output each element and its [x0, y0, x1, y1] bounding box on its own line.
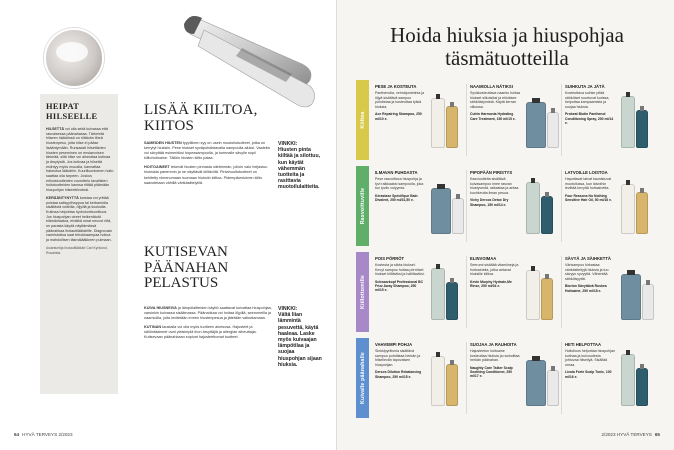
- product-row: [356, 166, 656, 246]
- product-heading: HETI HELPOTTAA: [565, 342, 601, 347]
- product-source: Dercos Dilution Rebalancing Shampoo, 250 ml/15 e.: [375, 370, 422, 379]
- bottle-shape: [621, 184, 635, 234]
- product-bottle-image: [429, 262, 463, 324]
- section-heading-itch: KUTISEVAN PÄÄNAHAN PELASTUS: [144, 244, 229, 291]
- category-tag: Kiillottomille: [356, 252, 369, 332]
- product-heading: SUIHKUTA JA JÄTÄ: [565, 84, 605, 89]
- bottle-shape: [431, 268, 445, 320]
- product-card: [466, 252, 564, 332]
- product-description: Syväkosteuttava naamio hoitaa hiukset silkoisiksi ja ehkäisee sähköistymistä. Käytä kerran viikossa.: [470, 91, 520, 109]
- product-card: [561, 166, 659, 246]
- product-description: Pese rasvoittuva hiuspohja ja tyvi raikkaaksi sampoolla, joka tuo tyviin volyymia.: [375, 177, 424, 191]
- product-source: Four Reasons No Nothing Sensitive Hair Oil, 50 ml/16 e.: [565, 193, 612, 203]
- bottle-shape: [431, 98, 445, 148]
- bottle-shape: [431, 188, 451, 234]
- product-heading: ILMAVAN PUHDASTA: [375, 170, 418, 175]
- category-tag: Kuivalle päänahalle: [356, 338, 369, 418]
- product-card: [561, 80, 659, 160]
- product-heading: NAAMIOLLA NÄTIKSI: [470, 84, 513, 89]
- page-title: Hoida hiuksia ja hiuspohjaa täsmätuotteilla: [390, 23, 624, 70]
- page-folio-right: 2/2023 HYVÄ TERVEYS 65: [601, 432, 660, 437]
- product-source: Kevin Murphy Hydrate-Me Rinse, 250 ml/34 e.: [470, 279, 512, 289]
- product-bottle-image: [619, 90, 653, 152]
- dandruff-sidebar: [40, 94, 118, 394]
- bottle-shape: [526, 182, 540, 234]
- product-card: [371, 338, 469, 418]
- product-description: Panthenolia, vehnäproteiinia ja öljyä sisältävä sampoo puhdistaa ja kosteuttaa tylsiä hiuksia.: [375, 91, 425, 109]
- product-source: Biorion Sävyttävä Ruskea Hoitoaine, 250 ml/18 e.: [565, 284, 607, 293]
- product-heading: VAHVEMPI POHJA: [375, 342, 413, 347]
- bottle-shape: [452, 198, 464, 234]
- product-card: [466, 166, 564, 246]
- product-description: Seerumi sisältää vitamiineja ja hoitoaineita, jotka antavat hiuksille kiiltoa.: [470, 263, 519, 277]
- product-description: Sinkkipyritionia sisältävä sampoo puhdistaa herkän ja hilseilevän tapovaisen hiuspohjan.: [375, 349, 421, 367]
- hair-wash-photo: [44, 28, 104, 88]
- bottle-shape: [636, 192, 648, 234]
- product-description: Värisampoo kirkastaa värikäsiteltyjä hiuksia ja tuo sävyyn syvyyttä. Vähentää sähköisyyttä.: [565, 263, 609, 281]
- product-source: Probeat Biotin Panthenol Conditioning Spray, 200 ml/14 e.: [565, 112, 614, 125]
- product-bottle-image: [524, 348, 558, 410]
- page-folio-left: 64 HYVÄ TERVEYS 2/2023: [14, 432, 73, 437]
- product-source: Cutrin Harmonia Hydrating Care Treatment, 150 ml/15 e.: [470, 112, 516, 121]
- product-heading: PIPOPÄÄN PIRISTYS: [470, 170, 513, 175]
- product-description: Hoitoliuos helpottaa hiuspohjan kutinaa ja kuivuudesta johtuvaa hilseilyä. Sisältää ureaa.: [565, 349, 615, 367]
- bottle-shape: [541, 196, 553, 234]
- bottle-shape: [431, 356, 445, 406]
- product-description: Kosteuta ja silota hiukset. Kevyt sampoo hoitaa pörröiset hiukset kiiltäviksi ja hallittaviksi.: [375, 263, 425, 277]
- product-card: [561, 338, 659, 418]
- product-heading: POIS PÖRRÖT: [375, 256, 405, 261]
- product-bottle-image: [429, 176, 463, 238]
- bottle-shape: [621, 354, 635, 406]
- product-bottle-image: [524, 90, 558, 152]
- bottle-shape: [526, 102, 546, 148]
- product-card: [371, 166, 469, 246]
- bottle-shape: [547, 112, 559, 148]
- bottle-shape: [526, 360, 546, 406]
- product-description: Kosteuttava suihke pitää sähköiset suortuvat kurissa, helpottaa kampaamista ja suojaa hiuksia.: [565, 91, 610, 109]
- bottle-shape: [621, 96, 635, 148]
- bottle-shape: [446, 364, 458, 406]
- section-body-shine: SAMEIDEN HIUSTEN tyypillinen syy on usein muotoilutuotteet, jotka on kerrytyt hiuksiin. Pese hiukset syväpuhdistavalla sampoolla aluksi. Vaaleita voi sävyttää esimerkiksi hopeasampoolla, ja tummalle sävylle sopii kiiltohoitoaine. Tällöin hiusten kiilto palaa. HOITOAINEET tekevät hiusten pinnasta sileämmän, jolloin valo heijastuu hiuksista paremmin ja ne näyttävät kiiltäviltä. Pintahuoltotuotteet on kehitetty nimenomaan tuomaan hiuksiin kiiltoa. Pidempikestoinen kiilto saavutetaan vähillä värikäsittelyillä.: [144, 141, 270, 185]
- bottle-shape: [636, 368, 648, 406]
- tip-box-itch: VINKKI: Vältä liian lämmintä pesuvettä, käytä haaleaa. Laske myös kuivaajan lämpötilaa ja suojaa hiuspohjan sijaan hiuksia.: [278, 306, 322, 368]
- product-source: Ace Repairing Shampoo, 250 ml/10 e.: [375, 112, 422, 121]
- product-bottle-image: [524, 262, 558, 324]
- sidebar-text: HILSETTÄ voi olla sekä kuivassa että rasvaisessa päänahassa. Tärkeintä hilseen häädössä on riittävän tiheä hiustenpesu, jotta hilse ei pääse lisääntymään. Runsaasti hilsettävien hiusten peseminen on ensiarvoisen tärkeää, sillä hilse voi aiheuttaa kutinaa ja ärsytystä. Jos kutinaa ja hilsettä esiintyy myös muualla, kannattaa hakeutua lääkäriin. Kuurilluontoinen hoito saattaa olla tarpeen. Joskus erikoistuotteiden vuorottelu tavallisten hoitotuotteiden kanssa riittää pitämään hiuspohjan hilseettömänä. KERÄÄNTYNYTTÄ karstaa voi yrittää poistaa salisyylihappoa tai kerbamidia sisältäviä voiteilla, öljyillä ja liuoksilla. Kutinaa helpottaa hydrokortisoniliuos. Jos hiuspohjan oireet heikentävät elämänlaatua, eivätkä omat neuvot riitä, on parasta käydä näyttämässä päänahkaa ihotautilääkärille. Diagnoosin varmistuttua saat tehokkaampaa hoitoa ja mahdollisen täsmälääkkeen pulmaan. Asiantuntija ihotautilääkäri Carl Kyrklund, Rosarista.: [46, 127, 114, 255]
- sidebar-credit: Asiantuntija ihotautilääkäri Carl Kyrklund, Rosarista.: [46, 245, 108, 255]
- product-row: [356, 338, 656, 418]
- product-source: Kérastase Spécifique Bain Divalent, 250 ml/31,50 e.: [375, 193, 418, 203]
- bottle-shape: [446, 106, 458, 148]
- product-bottle-image: [619, 176, 653, 238]
- product-card: [561, 252, 659, 332]
- bottle-shape: [446, 282, 458, 320]
- section-heading-shine: LISÄÄ KIILTOA, KIITOS: [144, 102, 258, 134]
- product-heading: LATVOILLE LOISTOA: [565, 170, 608, 175]
- product-description: Kasviuutteita sisältävä kuivasampoo imee rasvan hiustyvestä, raikastaa ja antaa kuohkeutta ilman pesua.: [470, 177, 519, 195]
- product-bottle-image: [524, 176, 558, 238]
- product-description: Hajusteeton hoitoaine kosteuttaa hiuksia ja rauhoittaa herkän päänahan.: [470, 349, 520, 363]
- section-body-itch: KUIVA HIUSNEIVA ja lämpölaitteiden käyttö saattavat kuivattaa hiuspohjaa, varsinkin kuivassa sisäilmassa. Päänahkaa voi hoitaa öljyillä, seerumeilla ja naamioilla, joita levitetään ennen hiustenpesua ja jätetään vaikuttamaan. KUTINAN taustalla voi olla myös tuotteen ainesosa. Hajusteet ja säilöntäaineet ovat yleisimpiä ihon ärsyttäjiä ja allergian aiheuttajia. Kutisevaan päänahkaan sopivat hajusteettomat tuotteet.: [144, 306, 272, 340]
- right-page: [337, 0, 674, 450]
- bottle-shape: [547, 370, 559, 406]
- product-bottle-image: [429, 348, 463, 410]
- product-card: [371, 80, 469, 160]
- product-row: [356, 80, 656, 160]
- product-description: Hapottavat latvat kaunistuvat muotoilussa, kun latvoihin levittää kevyttä hoitoainetta.: [565, 177, 612, 191]
- category-tag: Kiiltoa: [356, 80, 369, 160]
- product-source: Naughty Care Taiker Scalp Soothing Conditioner, 250 ml/17 e.: [470, 365, 513, 379]
- product-source: Schwarzkopf Professional BC Frizz Away Shampoo, 250 ml/15 e.: [375, 279, 424, 293]
- product-bottle-image: [429, 90, 463, 152]
- bottle-shape: [621, 274, 641, 320]
- product-card: [466, 80, 564, 160]
- category-tag: Rasvoittuville: [356, 166, 369, 246]
- product-card: [466, 338, 564, 418]
- product-heading: SÄVYÄ JA SÄIHKETTÄ: [565, 256, 611, 261]
- product-source: Vichy Dercos Detox Dry Shampoo, 150 ml/14 e.: [470, 198, 509, 207]
- product-bottle-image: [619, 348, 653, 410]
- product-heading: ELINVOIMAA: [470, 256, 497, 261]
- product-card: [371, 252, 469, 332]
- product-bottle-image: [619, 262, 653, 324]
- tip-box-shine: VINKKI: Hiusten pinta kiiltää ja silottuu, kun käytät vähemmän tuotteita ja rasittavia muotoilulaitteita.: [278, 141, 321, 191]
- bottle-shape: [526, 270, 540, 320]
- product-source: Livola Forte Scalp Tonic, 100 ml/16 e.: [565, 370, 612, 379]
- bottle-shape: [541, 278, 553, 320]
- product-row: [356, 252, 656, 332]
- bottle-shape: [642, 284, 654, 320]
- bottle-shape: [636, 110, 648, 148]
- product-heading: PESE JA KOSTEUTA: [375, 84, 417, 89]
- product-heading: SUOJAA JA RAUHOITA: [470, 342, 517, 347]
- sidebar-title: HEIPAT HILSEELLE: [46, 102, 98, 121]
